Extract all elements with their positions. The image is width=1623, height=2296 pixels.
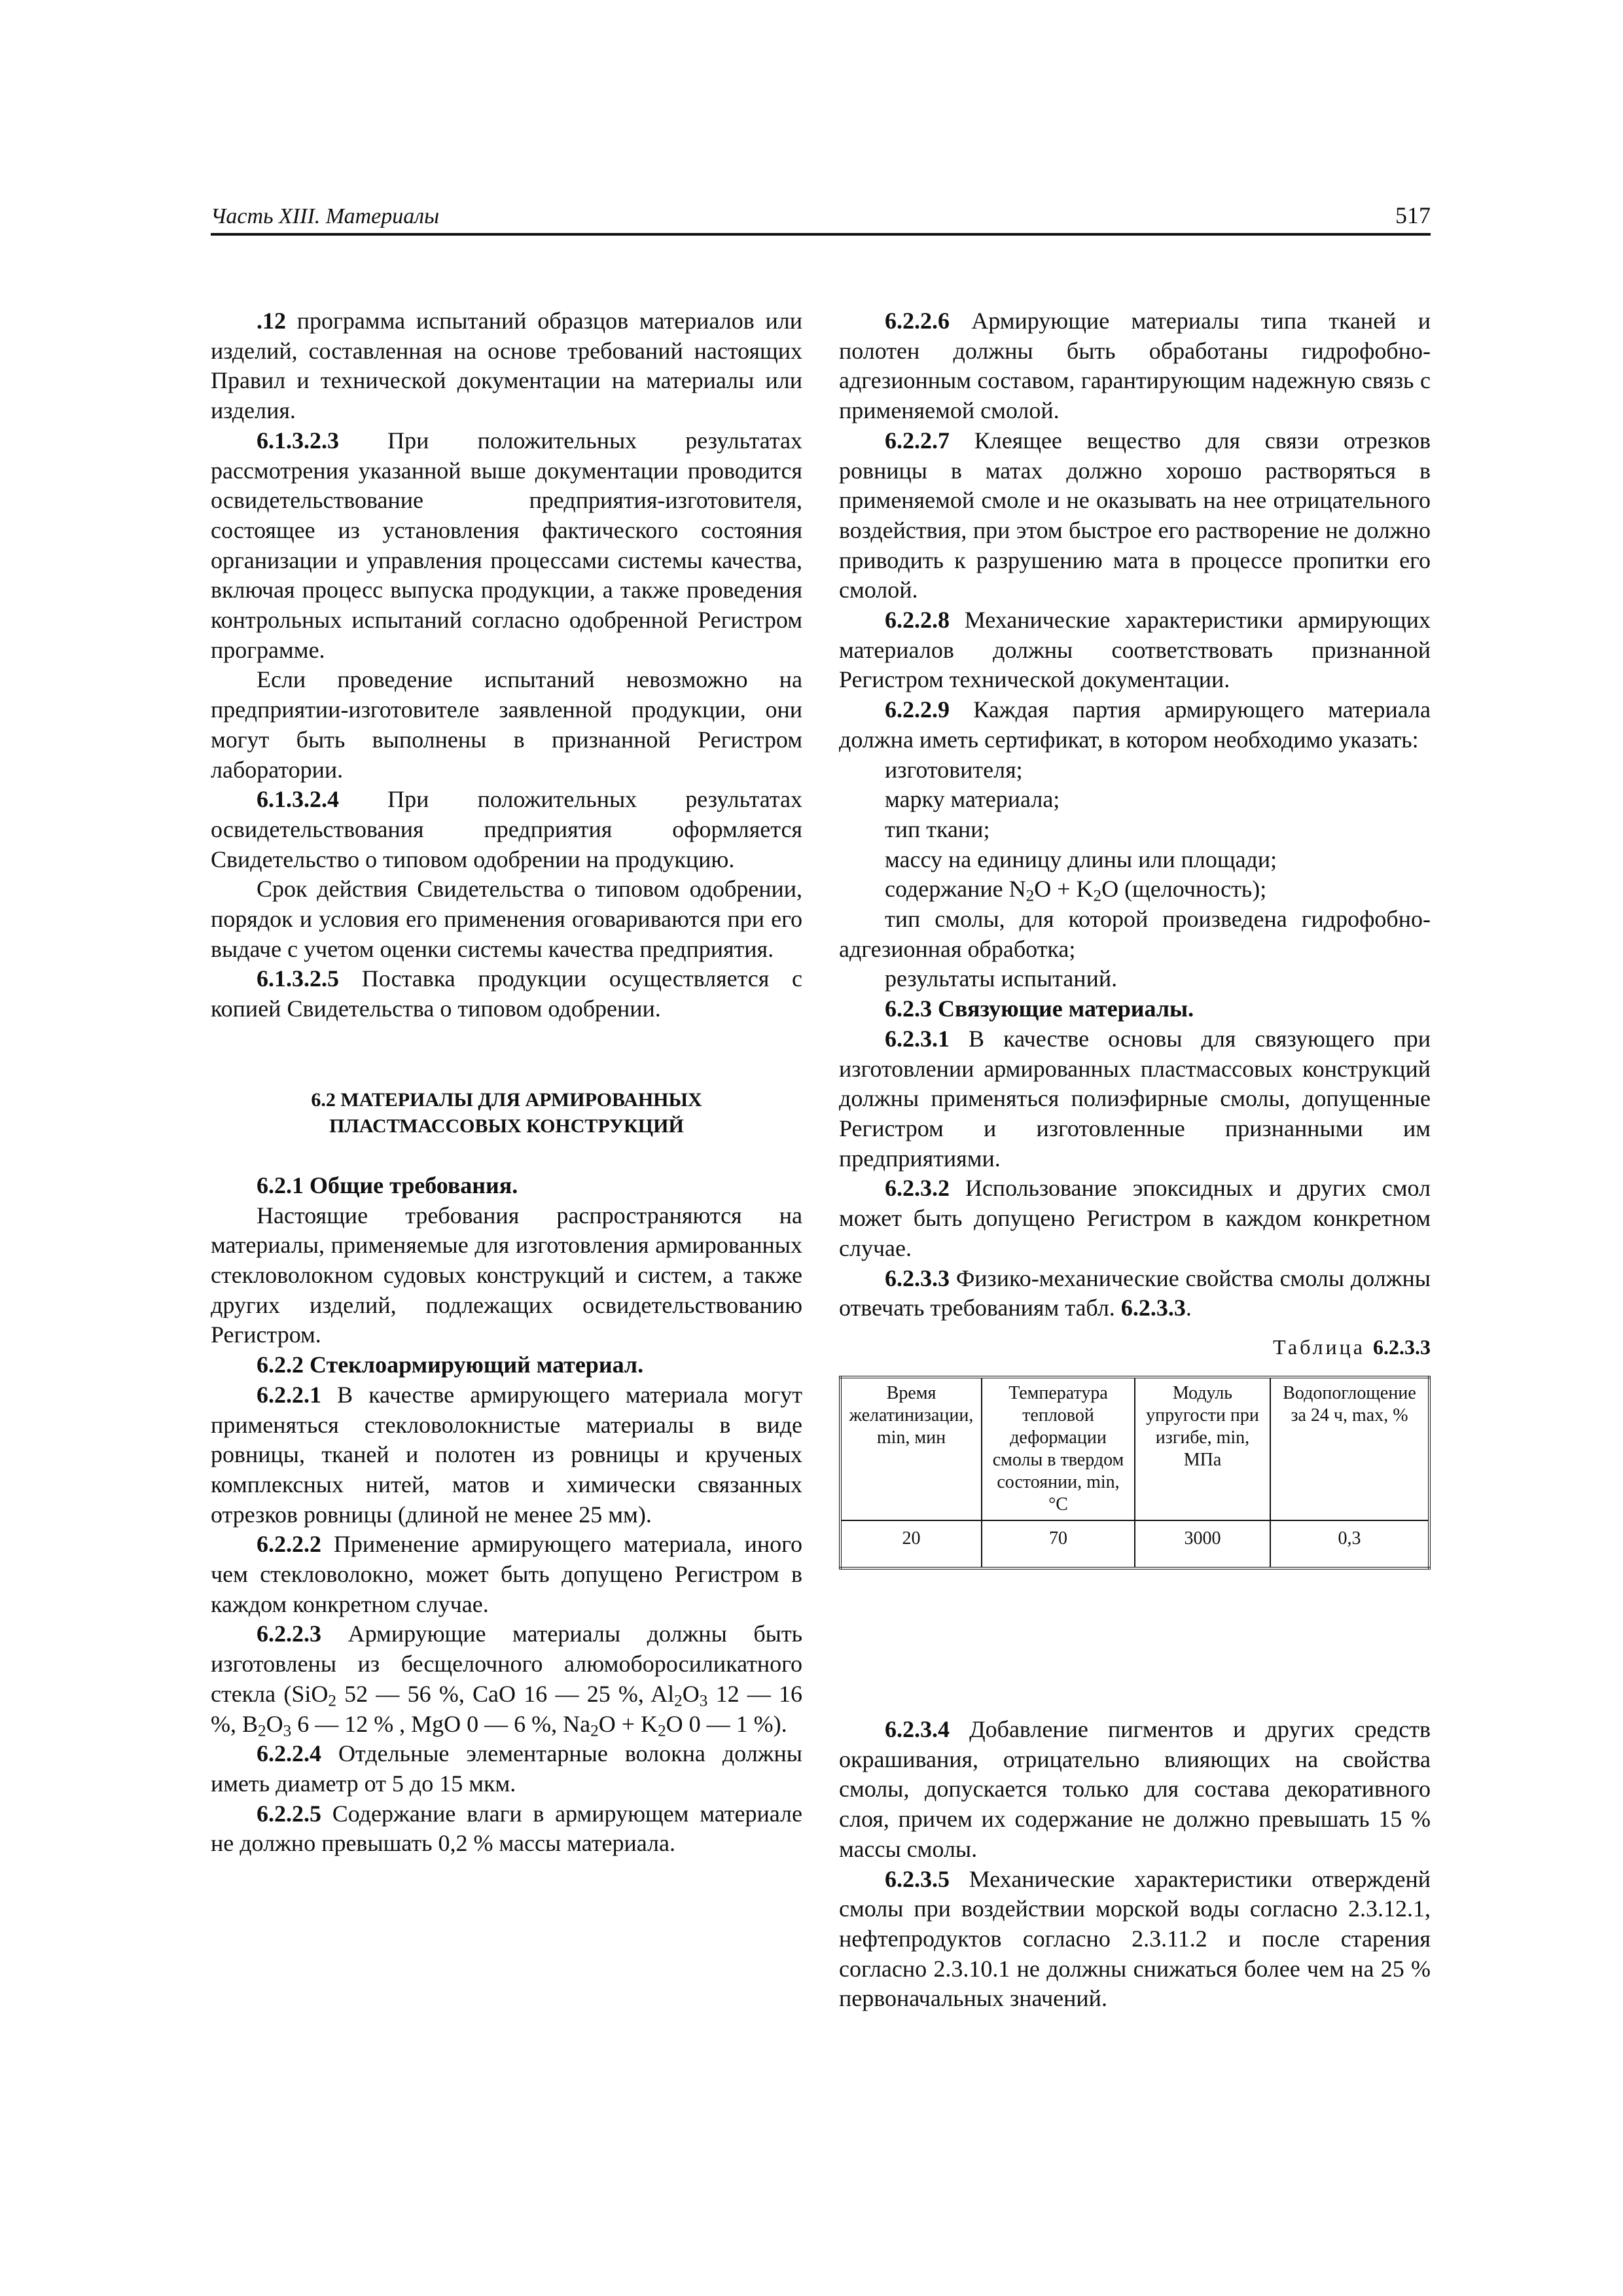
table-header-cell: Температура тепловой деформации смолы в твердом состоянии, min, °C [982,1377,1135,1520]
paragraph-6-2-2-3 [211,1619,802,1739]
paragraph-text: Содержание влаги в армирующем материале не должно превышать 0,2 % массы материала. [211,1800,802,1857]
paragraph-text: 52 — 56 %, CaO 16 — 25 %, Al [336,1680,675,1707]
table-header-cell: Водопоглощение за 24 ч, max, % [1270,1377,1429,1520]
paragraph-text: 6 — 12 % , MgO 0 — 6 %, Na [291,1710,591,1737]
clause-number: 6.2.3.2 [885,1175,950,1202]
left-column [211,306,802,1859]
paragraph-text: При положительных результатах освидетельствования предприятия оформляется Свидетельство о типовом одобрении на продукцию. [211,786,802,872]
table-header-row [840,1377,1429,1520]
table-header-cell: Время желатинизации, min, мин [840,1377,982,1520]
paragraph-text: Физико-механические свойства смолы должны отвечать требованиям табл. [839,1265,1431,1321]
subscript: 3 [699,1692,708,1710]
list-item: тип ткани; [885,816,990,842]
paragraph-text: В качестве армирующего материала могут применяться стекловолокнистые материалы в виде ровницы, тканей и полотен из ровницы и крученых комплексных нитей, матов и химически связанных отрезков ровницы (длиной не менее 25 мм). [211,1381,802,1528]
paragraph-text: O + K [598,1710,658,1737]
subscript: 2 [1026,887,1035,905]
table-caption-word: Таблица [1273,1335,1373,1359]
paragraph-text: Добавление пигментов и других средств окрашивания, отрицательно влияющих на свойства смолы, допускается только для состава декоративного слоя, причем их содержание не должно превышать 15 % массы смолы. [839,1716,1431,1862]
list-item: тип смолы, для которой произведена гидрофобно-адгезионная обработка; [839,906,1431,962]
table-caption [839,1333,1431,1363]
item-number: .12 [257,308,286,334]
paragraph-text: Армирующие материалы должны быть изготовлены из бесщелочного алюмоборосиликатного стекла (SiO [211,1621,802,1707]
list-text: O + K [1034,876,1094,903]
clause-number: 6.2.2.8 [885,607,950,634]
subscript: 2 [590,1721,599,1740]
paragraph-6-2-2-8 [839,605,1431,695]
page-number: 517 [1395,202,1431,228]
paragraph-6-2-1: Настоящие требования распространяются на материалы, применяемые для изготовления армированных стекловолокном судовых конструкций и систем, а также других изделий, подлежащих освидетельствованию Регистром. [211,1202,802,1348]
paragraph-6-2-3-5 [839,1865,1431,2015]
clause-number: 6.2.2.6 [885,308,950,334]
subscript: 2 [674,1692,683,1710]
paragraph-text: Механические характеристики отвержденй смолы при воздействии морской воды согласно 2.3.12.1, нефтепродуктов согласно 2.3.11.2 и после старения согласно 2.3.10.1 не должны снижаться более чем на 25 % первоначальных значений. [839,1865,1431,2012]
paragraph-12 [211,306,802,426]
subscript: 2 [258,1721,266,1740]
clause-title: Стеклоармирующий материал. [304,1352,644,1378]
table-cell: 20 [840,1520,982,1568]
list-item: результаты испытаний. [885,965,1118,992]
clause-6-2-3-title [839,994,1431,1024]
paragraph-6-1-3-2-3 [211,426,802,666]
clause-number: 6.2.2.1 [257,1381,321,1408]
page-header [211,196,1431,236]
clause-number: 6.2.2.5 [257,1800,321,1827]
paragraph-6-2-2-2 [211,1530,802,1619]
paragraph-text: Поставка продукции осуществляется с копией Свидетельства о типовом одобрении. [211,965,802,1022]
paragraph-6-2-2-9 [839,695,1431,755]
subscript: 3 [283,1721,292,1740]
paragraph-text: Каждая партия армирующего материала должна иметь сертификат, в котором необходимо указать: [839,696,1431,753]
list-item: массу на единицу длины или площади; [885,846,1277,872]
paragraph-text: При положительных результатах рассмотрения указанной выше документации проводится освидетельствование предприятия-изготовителя, состоящее из установления фактического состояния организации и управления процессами системы качества, включая процесс выпуска продукции, а также проведения контрольных испытаний согласно одобренной Регистром программе. [211,427,802,663]
paragraph-6-1-3-2-5 [211,964,802,1024]
clause-number: 6.2.3 [885,996,932,1022]
paragraph-text: O [682,1680,700,1707]
clause-number: 6.2.3.4 [885,1716,950,1742]
clause-number: 6.2.3.5 [885,1865,950,1892]
table-caption-number: 6.2.3.3 [1373,1335,1431,1359]
running-title: Часть XIII. Материалы [211,204,440,228]
section-heading-line: 6.2 МАТЕРИАЛЫ ДЛЯ АРМИРОВАННЫХ [311,1088,702,1111]
list-item: марку материала; [885,786,1060,813]
table-row [840,1520,1429,1568]
section-heading-line: ПЛАСТМАССОВЫХ КОНСТРУКЦИЙ [329,1115,684,1137]
list-text: O (щелочность); [1101,876,1267,903]
right-column-bottom [839,1715,1431,2014]
subscript: 2 [328,1692,336,1710]
clause-number: 6.1.3.2.3 [257,427,339,454]
paragraph-text: программа испытаний образцов материалов или изделий, составленная на основе требований настоящих Правил и технической документации на материалы или изделия. [211,308,802,424]
list-item [839,874,1431,905]
clause-number: 6.1.3.2.4 [257,786,339,813]
paragraph-6-2-2-7 [839,426,1431,605]
paragraph-6-2-3-2 [839,1174,1431,1263]
table-cell: 3000 [1135,1520,1270,1568]
paragraph-certificate-validity: Срок действия Свидетельства о типовом одобрении, порядок и условия его применения оговариваются при его выдаче с учетом оценки системы качества предприятия. [211,876,802,962]
clause-number: 6.2.1 [257,1172,304,1198]
clause-title: Связующие материалы. [932,996,1194,1022]
resin-properties-table [839,1376,1431,1570]
table-cell: 70 [982,1520,1135,1568]
right-column [839,306,1431,1570]
paragraph-text: Механические характеристики армирующих материалов должны соответствовать признанной Регистром технической документации. [839,607,1431,693]
subscript: 2 [658,1721,666,1740]
paragraph-text: Использование эпоксидных и других смол может быть допущено Регистром в каждом конкретном случае. [839,1175,1431,1261]
paragraph-6-1-3-2-4 [211,785,802,874]
paragraph-text: . [1185,1295,1192,1321]
paragraph-6-2-2-4 [211,1739,802,1799]
clause-number: 6.2.3.1 [885,1025,950,1052]
list-text: содержание N [885,876,1026,903]
clause-6-2-1-title [211,1171,802,1201]
clause-6-2-2-title [211,1350,802,1380]
paragraph-text: Применение армирующего материала, иного чем стекловолокно, может быть допущено Регистром в каждом конкретном случае. [211,1531,802,1617]
paragraph-6-2-3-4 [839,1715,1431,1865]
list-item: изготовителя; [885,756,1023,783]
paragraph-text: 12 — 16 %, B [211,1680,803,1737]
paragraph-text: Отдельные элементарные волокна должны иметь диаметр от 5 до 15 мкм. [211,1740,802,1797]
paragraph-text: O [266,1710,283,1737]
subscript: 2 [1093,887,1102,905]
paragraph-6-2-2-6 [839,306,1431,426]
paragraph-lab-testing: Если проведение испытаний невозможно на предприятии-изготовителе заявленной продукции, они могут быть выполнены в признанной Регистром лаборатории. [211,666,802,783]
paragraph-text: Армирующие материалы типа тканей и полотен должны быть обработаны гидрофобно-адгезионным составом, гарантирующим надежную связь с применяемой смолой. [839,308,1431,424]
paragraph-text: В качестве основы для связующего при изготовлении армированных пластмассовых конструкций должны применяться полиэфирные смолы, допущенные Регистром и изготовленные признанными им предприятиями. [839,1025,1431,1172]
section-heading-6-2 [211,1087,802,1139]
paragraph-text: O 0 — 1 %). [666,1710,787,1737]
clause-number: 6.2.2.4 [257,1740,321,1767]
clause-number: 6.1.3.2.5 [257,965,339,992]
table-cell: 0,3 [1270,1520,1429,1568]
paragraph-6-2-2-5 [211,1799,802,1859]
clause-number: 6.2.2.3 [257,1621,321,1647]
paragraph-6-2-3-3 [839,1264,1431,1323]
clause-number: 6.2.3.3 [885,1265,950,1291]
clause-number: 6.2.2.9 [885,696,950,723]
paragraph-6-2-2-1 [211,1380,802,1530]
paragraph-6-2-3-1 [839,1024,1431,1174]
table-reference: 6.2.3.3 [1120,1295,1186,1321]
paragraph-text: Клеящее вещество для связи отрезков ровницы в матах должно хорошо растворяться в применяемой смоле и не оказывать на нее отрицательного воздействия, при этом быстрое его растворение не должно приводить к разрушению мата в процессе пропитки его смолой. [839,427,1431,603]
table-header-cell: Модуль упругости при изгибе, min, МПа [1135,1377,1270,1520]
clause-number: 6.2.2.7 [885,427,950,454]
clause-number: 6.2.2 [257,1352,304,1378]
clause-number: 6.2.2.2 [257,1531,321,1558]
clause-title: Общие требования. [304,1172,518,1198]
